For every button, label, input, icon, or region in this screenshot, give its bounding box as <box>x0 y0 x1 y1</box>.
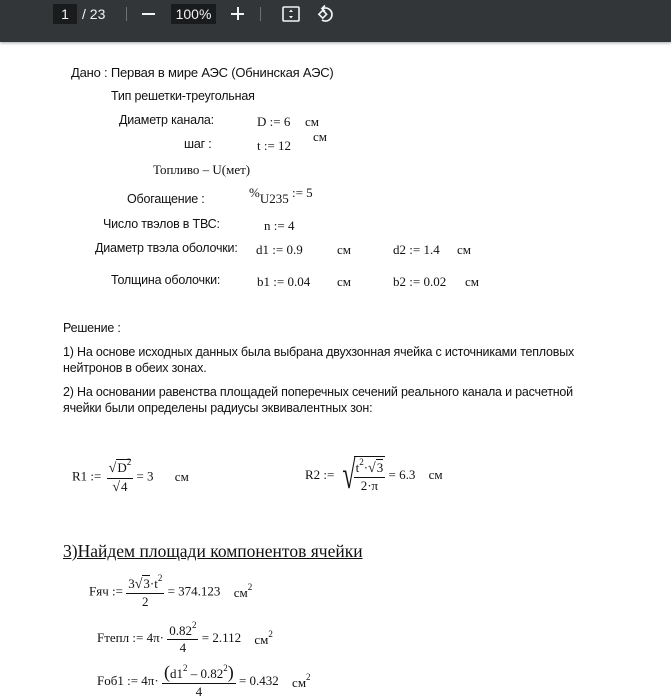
solution-label: Решение : <box>63 321 121 335</box>
channel-diameter-expr: D := 6 <box>257 114 291 129</box>
lattice-type: Тип решетки-треугольная <box>111 89 255 103</box>
pdf-toolbar <box>0 0 671 42</box>
pdf-page <box>0 42 671 699</box>
clad-thickness-label: Толщина оболочки: <box>111 273 221 287</box>
step2-line1: 2) На основании равенства площадей поперечных сечений реального канала и расчетной <box>63 385 573 399</box>
rod-diameter-label: Диаметр твэла оболочки: <box>95 241 238 255</box>
enrichment-label: Обогащение : <box>127 192 205 206</box>
page-total: / 23 <box>82 6 106 22</box>
d2-expr: d2 := 1.4 <box>393 242 440 257</box>
enrichment-expr: %U235 := 5 <box>249 185 313 206</box>
toolbar-divider <box>126 7 127 21</box>
b2-expr: b2 := 0.02 <box>393 274 447 289</box>
toolbar-divider <box>260 7 261 21</box>
formula-r1: R1 := $\frac{√D^2}{√4}$ = 3 см <box>72 457 189 495</box>
rods-label: Число твэлов в ТВС: <box>103 217 220 231</box>
b2-unit: см <box>465 274 479 289</box>
pitch-unit: см <box>313 129 327 144</box>
b1-expr: b1 := 0.04 <box>257 274 311 289</box>
zoom-out-button[interactable] <box>140 5 158 23</box>
formula-f-cell: Fяч := $\frac{3√3\cdot t^2}{2}$ = 374.123 $см^2$ <box>89 573 253 609</box>
fit-to-page-button[interactable] <box>281 4 301 24</box>
step2-line2: ячейки были определены радиусы эквивалентных зон: <box>63 401 373 415</box>
formula-r2: R2 := √ $\frac{t^2\cdot√3}{2\cdot\pi}$ = 6.3 см <box>305 452 443 497</box>
step1-line1: 1) На основе исходных данных была выбрана двухзонная ячейка с источниками тепловых <box>63 345 575 359</box>
pitch-label: шаг : <box>184 137 212 151</box>
section-3-heading: 3)Найдем площади компонентов ячейки <box>63 541 363 561</box>
given-text: Дано : Первая в мире АЭС (Обнинская АЭС) <box>71 65 334 80</box>
b1-unit: см <box>337 274 351 289</box>
zoom-in-button[interactable] <box>229 5 247 23</box>
pitch-expr: t := 12 <box>257 138 292 153</box>
d1-expr: d1 := 0.9 <box>256 242 303 257</box>
formula-f-clad1: Fоб1 := 4π· $\frac{(d1^2 - 0.82^2)}{4}$ = 0.432 $см^2$ <box>97 662 311 699</box>
d1-unit: см <box>337 242 351 257</box>
fuel-text: Топливо – U(мет) <box>153 162 251 177</box>
d2-unit: см <box>457 242 471 257</box>
step1-line2: нейтронов в обеих зонах. <box>63 361 207 375</box>
zoom-level-input[interactable]: 100% <box>171 4 216 24</box>
channel-diameter-label: Диаметр канала: <box>119 113 214 127</box>
rods-expr: n := 4 <box>264 218 295 233</box>
channel-diameter-unit: см <box>305 114 319 129</box>
rotate-button[interactable] <box>316 4 336 24</box>
fit-page-icon <box>281 4 301 24</box>
rotate-counterclockwise-icon <box>316 4 336 24</box>
formula-f-heat: Fтепл := 4π· $\frac{0.82^2}{4}$ = 2.112 $см^2$ <box>97 620 273 655</box>
page-number-input[interactable]: 1 <box>53 4 77 24</box>
